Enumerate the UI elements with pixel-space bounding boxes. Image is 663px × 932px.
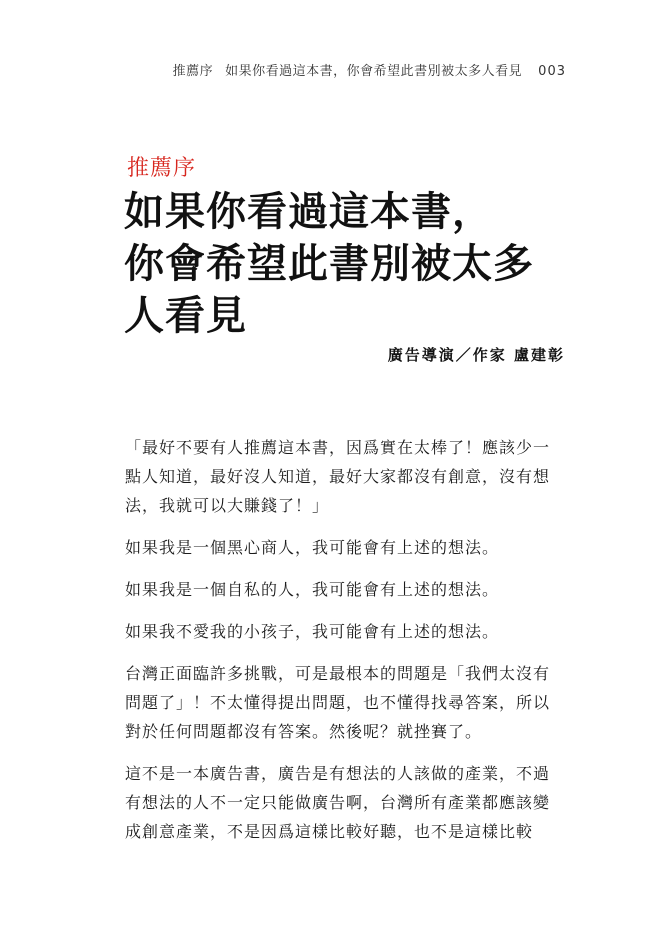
running-head-section: 推薦序 (172, 64, 214, 79)
paragraph-line: 「最好不要有人推薦這本書，因爲實在太棒了！應該少一 (125, 438, 551, 457)
paragraph-line: 問題了」！不太懂得提出問題，也不懂得找尋答案，所以 (125, 693, 551, 712)
paragraph (125, 575, 570, 604)
chapter-title (124, 186, 564, 342)
paragraph (125, 617, 570, 646)
paragraph-line: 這不是一本廣告書，廣告是有想法的人該做的產業，不過 (125, 764, 551, 783)
page-number: 003 (538, 64, 566, 79)
paragraph-line: 法，我就可以大賺錢了！」 (125, 496, 330, 515)
running-head (173, 60, 566, 79)
chapter-title-line: 如果你看過這本書， (124, 189, 493, 235)
paragraph-line: 成創意產業，不是因爲這樣比較好聽，也不是這樣比較 (125, 822, 534, 841)
paragraph (125, 759, 570, 846)
body-text (125, 433, 570, 859)
paragraph-line: 如果我是一個黑心商人，我可能會有上述的想法。 (125, 538, 500, 557)
paragraph (125, 433, 570, 520)
section-label: 推薦序 (127, 156, 197, 181)
chapter-title-line: 你會希望此書別被太多 (124, 241, 534, 287)
author-byline: 廣告導演／作家 盧建彰 (387, 346, 565, 364)
paragraph-line: 點人知道，最好沒人知道，最好大家都沒有創意，沒有想 (125, 467, 551, 486)
paragraph-line: 有想法的人不一定只能做廣告啊，台灣所有產業都應該變 (125, 793, 551, 812)
paragraph-line: 如果我不愛我的小孩子，我可能會有上述的想法。 (125, 622, 500, 641)
paragraph-line: 對於任何問題都沒有答案。然後呢？就挫賽了。 (125, 722, 483, 741)
paragraph (125, 659, 570, 746)
running-head-title: 如果你看過這本書，你會希望此書別被太多人看見 (225, 64, 523, 79)
paragraph-line: 如果我是一個自私的人，我可能會有上述的想法。 (125, 580, 500, 599)
chapter-title-line: 人看見 (124, 293, 247, 339)
paragraph (125, 533, 570, 562)
paragraph-line: 台灣正面臨許多挑戰，可是最根本的問題是「我們太沒有 (125, 664, 551, 683)
